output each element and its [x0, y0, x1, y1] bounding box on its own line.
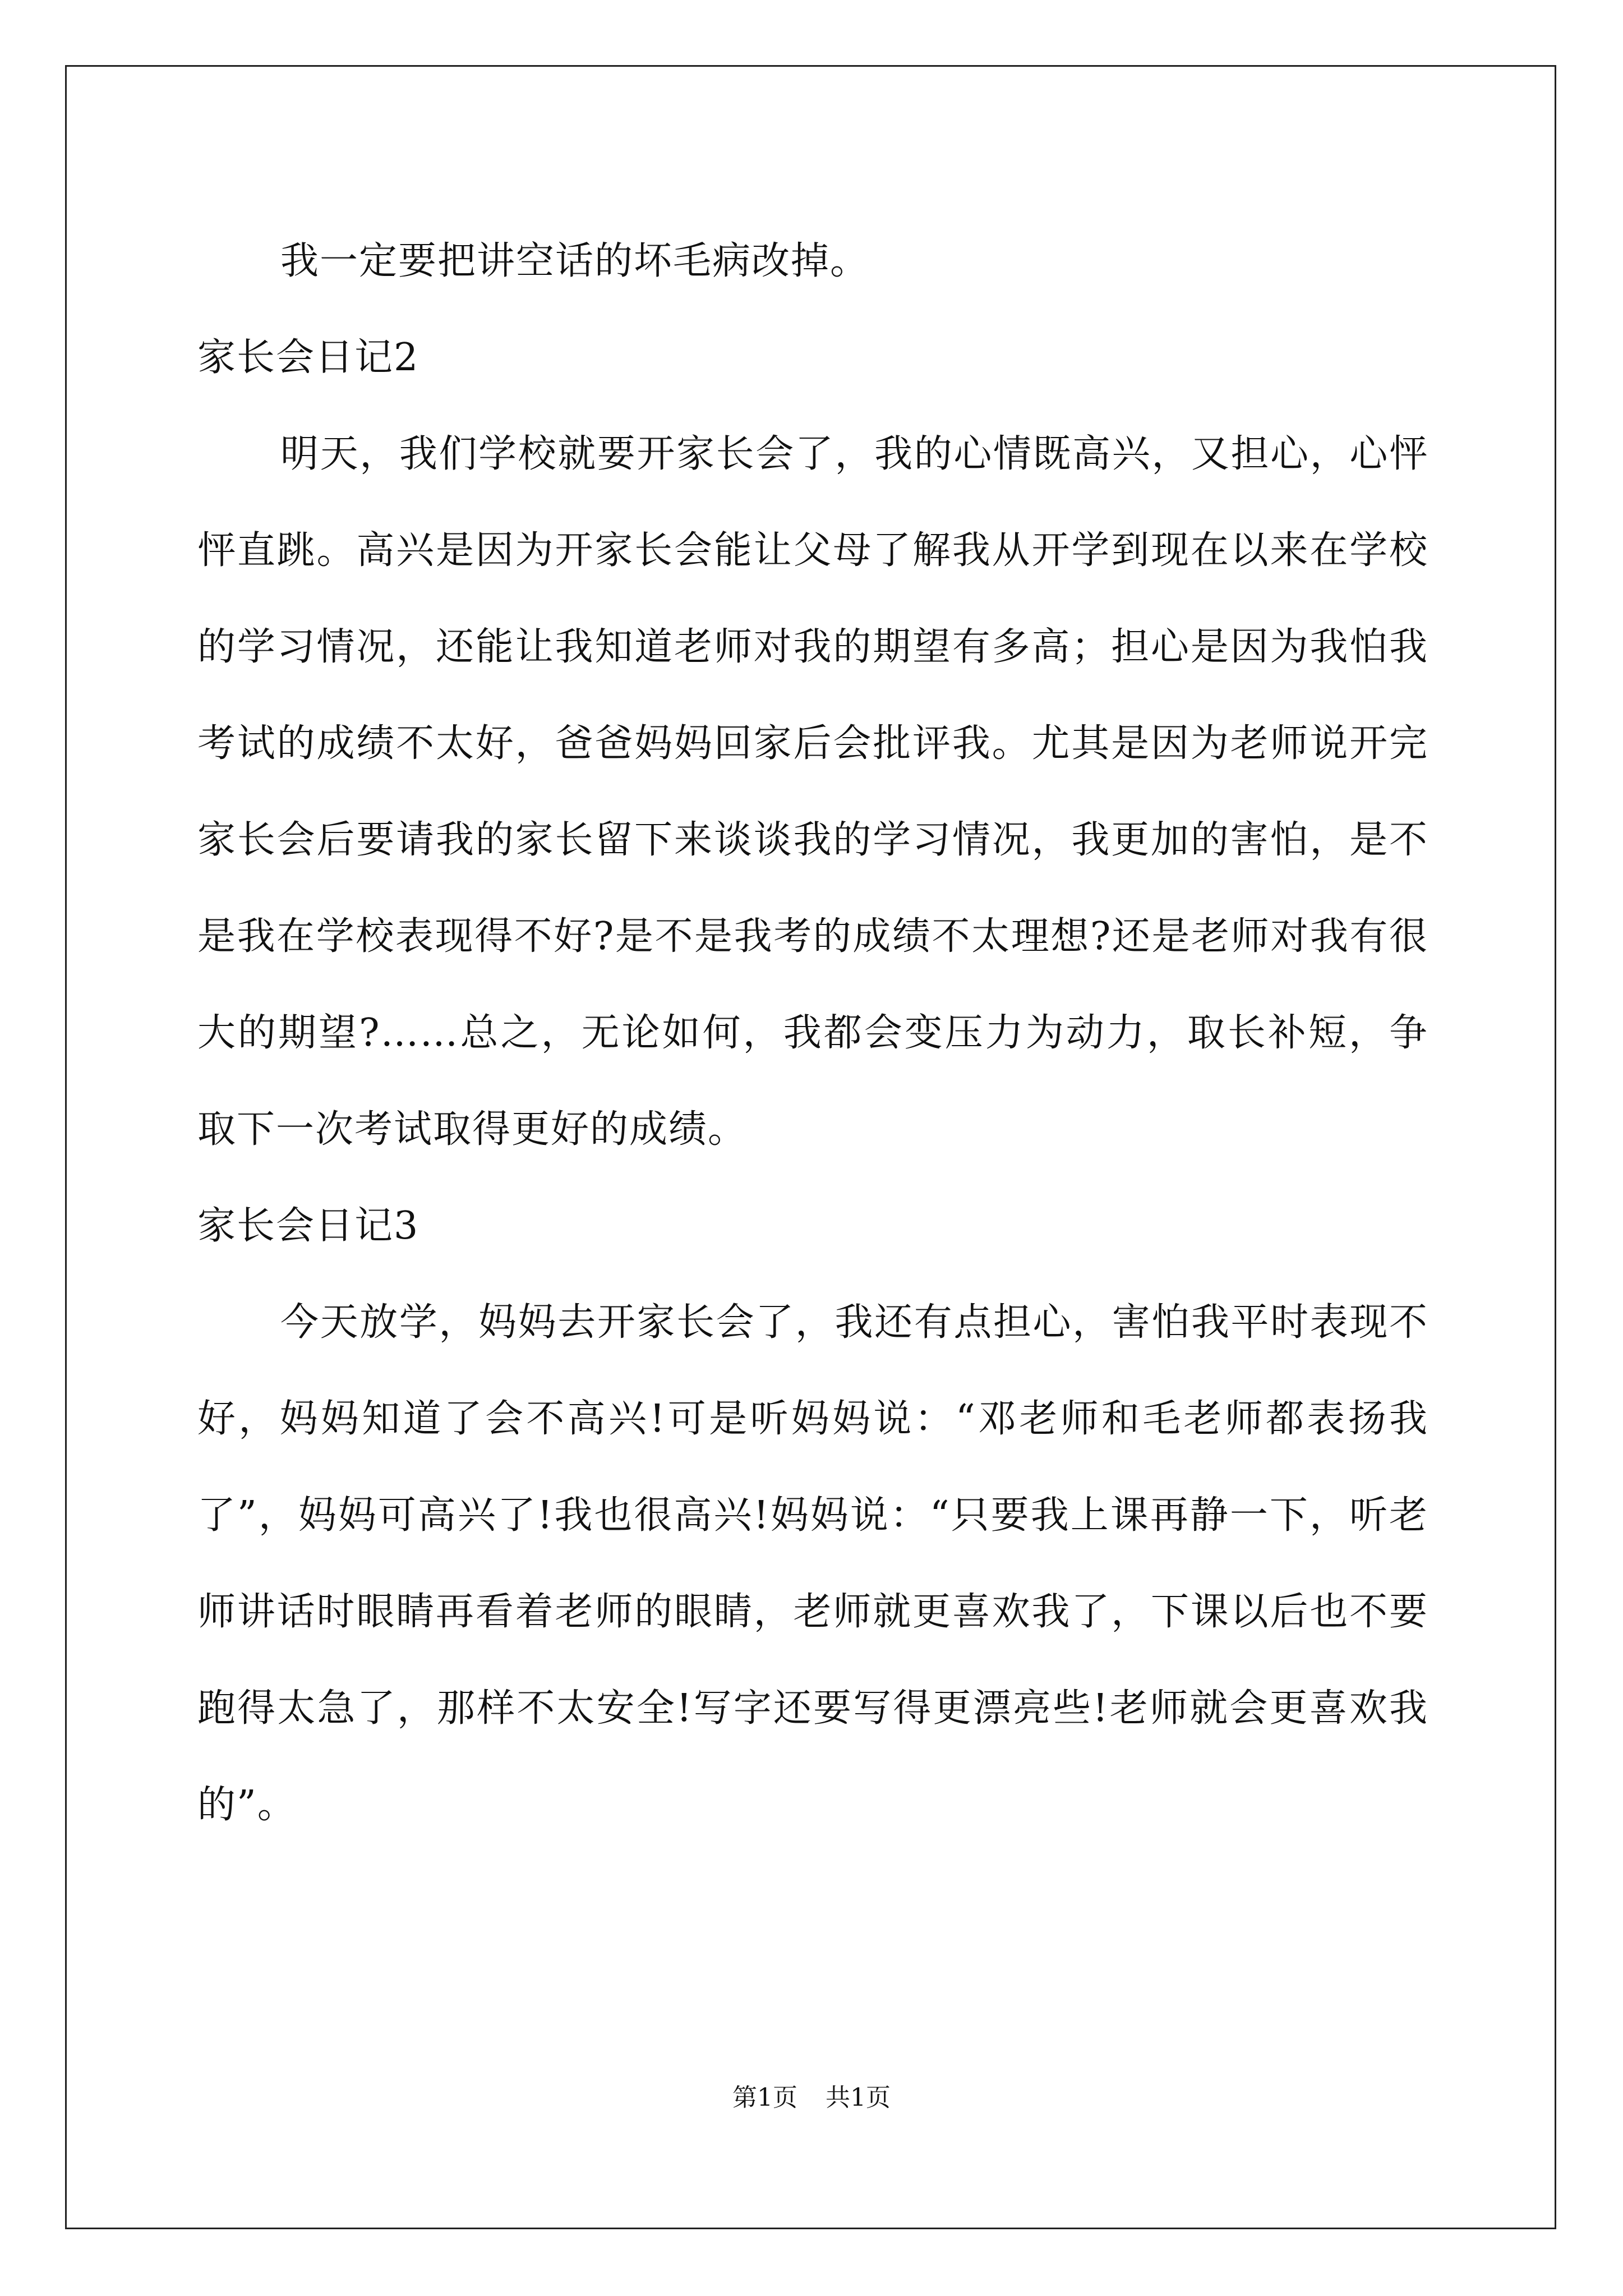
- section-heading-diary-2: 家长会日记2: [197, 335, 419, 380]
- paragraph-diary-2: 明天，我们学校就要开家长会了，我的心情既高兴，又担心，心怦怦直跳。高兴是因为开家长会能让父母了解我从开学到现在以来在学校的学习情况，还能让我知道老师对我的期望有多高；担心是因为我怕我考试的成绩不太好，爸爸妈妈回家后会批评我。尤其是因为老师说开完家长会后要请我的家长留下来谈谈我的学习情况，我更加的害怕，是不是我在学校表现得不好?是不是我考的成绩不太理想?还是老师对我有很大的期望?……总之，无论如何，我都会变压力为动力，取长补短，争取下一次考试取得更好的成绩。: [197, 432, 1428, 1152]
- section-heading-diary-3: 家长会日记3: [197, 1204, 419, 1248]
- page-number: 第1页: [732, 2083, 797, 2112]
- document-body: [197, 213, 1428, 1853]
- paragraph-intro-ending: 我一定要把讲空话的坏毛病改掉。: [280, 239, 870, 283]
- page-total: 共1页: [826, 2083, 891, 2112]
- paragraph-diary-3: 今天放学，妈妈去开家长会了，我还有点担心，害怕我平时表现不好，妈妈知道了会不高兴!可是听妈妈说：“邓老师和毛老师都表扬我了”，妈妈可高兴了!我也很高兴!妈妈说：“只要我上课再静一下，听老师讲话时眼睛再看着老师的眼睛，老师就更喜欢我了，下课以后也不要跑得太急了，那样不太安全!写字还要写得更漂亮些!老师就会更喜欢我的”。: [197, 1300, 1428, 1827]
- page-footer: [0, 2081, 1623, 2115]
